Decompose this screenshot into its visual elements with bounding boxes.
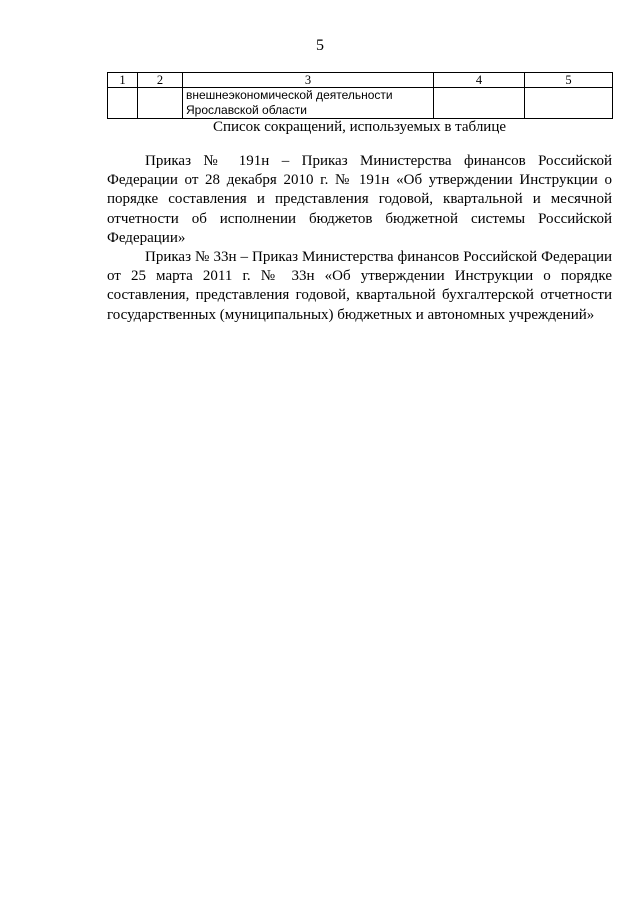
column-header: 2 xyxy=(138,73,183,88)
data-table xyxy=(107,72,613,119)
table-cell xyxy=(434,88,525,119)
table-cell xyxy=(108,88,138,119)
cell-text-line: Ярославской области xyxy=(186,102,307,117)
table-header-row xyxy=(108,73,613,88)
column-header: 5 xyxy=(525,73,613,88)
page-number: 5 xyxy=(316,37,324,54)
table-cell xyxy=(138,88,183,119)
cell-text-line: внешнеэкономической деятельности xyxy=(186,88,393,102)
table-cell xyxy=(525,88,613,119)
abbreviations-title: Список сокращений, используемых в таблице xyxy=(212,119,507,135)
table-row xyxy=(108,88,613,119)
abbreviation-definition: Приказ № 33н – Приказ Министерства финансов Российской Федерации от 25 марта 2011 г. № 33н «Об утверждении Инструкции о порядке составления, представления годовой, квартальной бухгалтерской отчетности государственных (муниципальных) бюджетных и автономных учреждений» xyxy=(107,249,612,323)
column-header: 1 xyxy=(108,73,138,88)
abbreviations-list xyxy=(107,152,612,325)
abbreviation-definition: Приказ № 191н – Приказ Министерства финансов Российской Федерации от 28 декабря 2010 г. № 191н «Об утверждении Инструкции о порядке составления и представления годовой, квартальной и месячной отчетности об исполнении бюджетов бюджетной системы Российской Федерации» xyxy=(107,153,612,246)
column-header: 4 xyxy=(434,73,525,88)
table-cell xyxy=(183,88,434,119)
column-header: 3 xyxy=(183,73,434,88)
